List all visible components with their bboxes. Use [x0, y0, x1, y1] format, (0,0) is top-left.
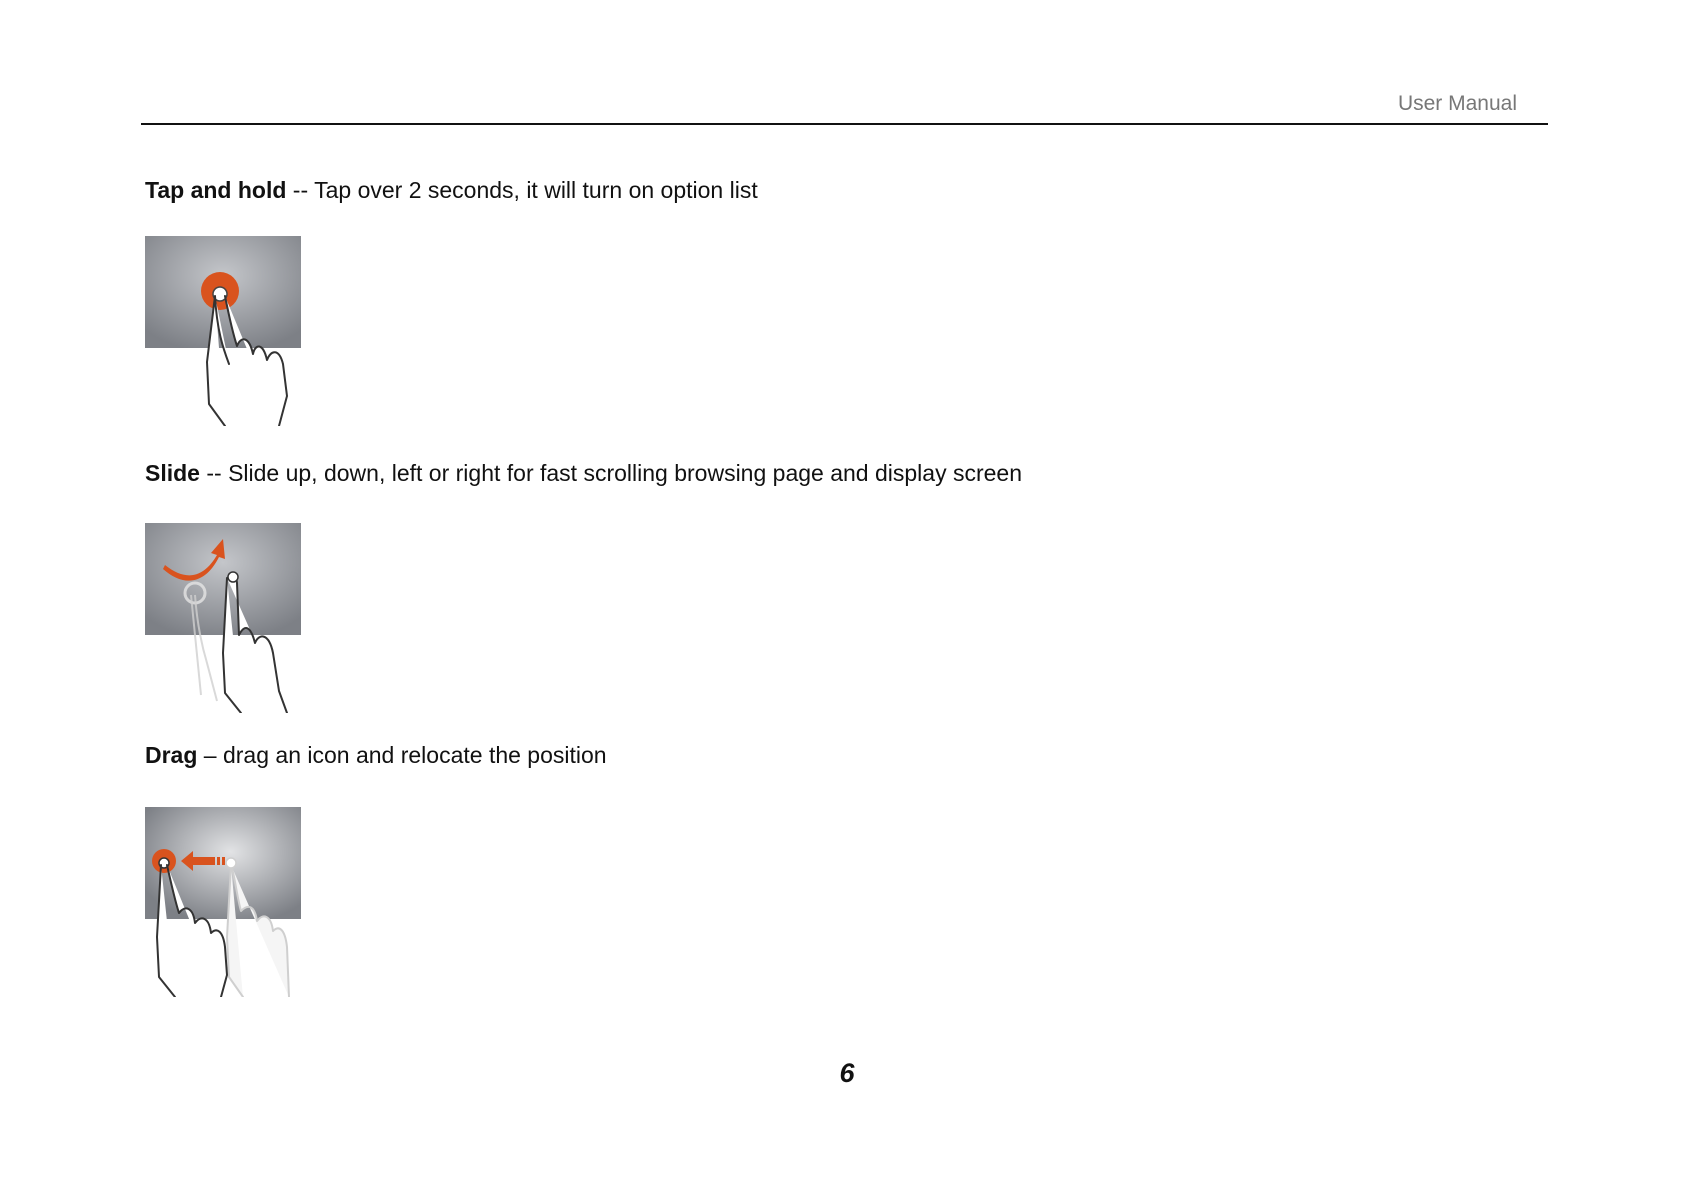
section-term: Slide: [145, 460, 200, 486]
section-description: -- Slide up, down, left or right for fast scrolling browsing page and display screen: [199, 460, 1022, 486]
drag-gesture-icon: [145, 807, 301, 997]
section-description: -- Tap over 2 seconds, it will turn on option list: [286, 177, 758, 203]
section-drag: [145, 741, 607, 769]
section-description: – drag an icon and relocate the position: [197, 742, 607, 768]
tap-and-hold-gesture-icon: [145, 236, 301, 426]
section-slide: [145, 459, 1022, 487]
section-term: Drag: [145, 742, 198, 768]
header-divider: [141, 123, 1548, 125]
page-number: 6: [839, 1058, 855, 1088]
header-title: User Manual: [1397, 92, 1517, 115]
slide-gesture-icon: [145, 523, 301, 713]
section-term: Tap and hold: [145, 177, 287, 203]
section-tap-and-hold: [145, 176, 758, 204]
